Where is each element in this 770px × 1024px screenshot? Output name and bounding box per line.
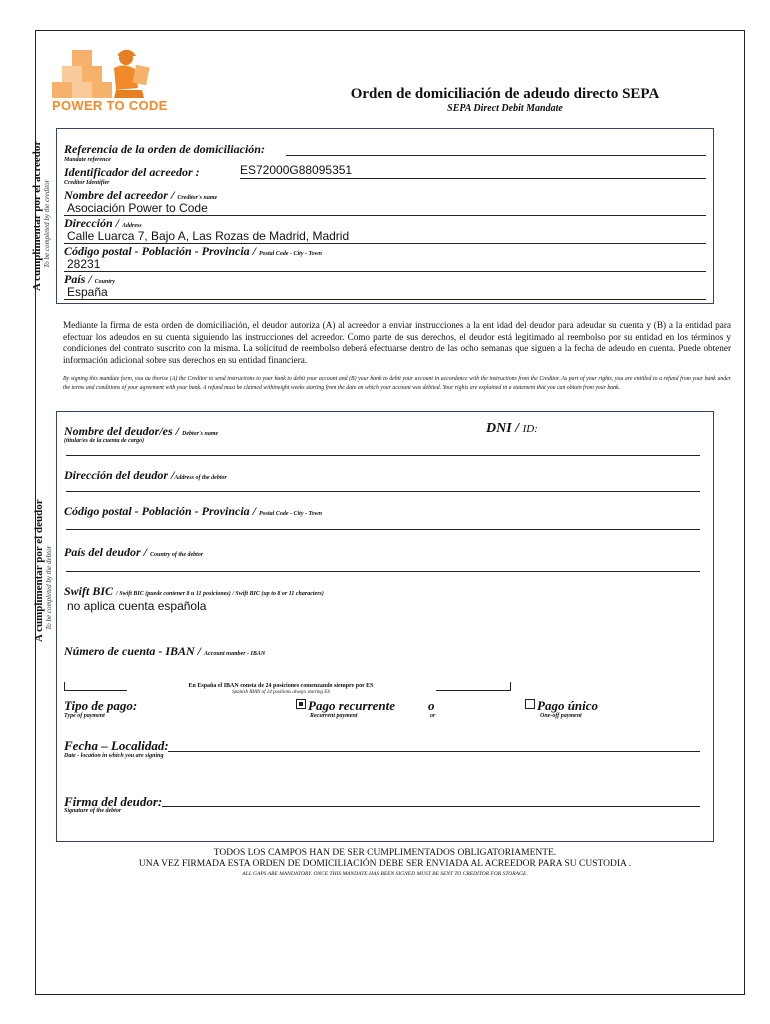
date-sub: Date - location in which you are signing — [64, 753, 164, 759]
mandate-ref-field[interactable] — [286, 155, 706, 156]
creditor-postal-line — [64, 271, 706, 272]
iban-note: En España el IBAN consta de 24 posiciones comenzando siempre por ES — [188, 683, 374, 689]
creditor-postal-value[interactable]: 28231 — [67, 257, 101, 271]
debtor-side-label: A cumplimentar por el deudor — [33, 499, 45, 642]
signature-field[interactable] — [162, 806, 700, 807]
debtor-address-label: Dirección del deudor /Address of the debtor — [64, 468, 227, 482]
debtor-side-label-en: To be completed by the debtor — [45, 545, 53, 630]
creditor-country-value[interactable]: España — [67, 285, 108, 299]
oneoff-label: Pago único — [537, 698, 599, 713]
recurrent-sub: Recurrent payment — [310, 713, 358, 719]
creditor-id-label: Identificador del acreedor : — [64, 165, 200, 179]
creditor-postal-label: Código postal - Población - Provincia / Postal Code - City - Town — [64, 244, 322, 258]
creditor-side-label: A cumplimentar por el acreedor — [31, 140, 43, 291]
signature-label: Firma del deudor: — [64, 794, 163, 809]
creditor-address-label: Dirección / Address — [64, 216, 142, 230]
creditor-id-value[interactable]: ES72000G88095351 — [240, 163, 353, 177]
creditor-side-label-en: To be completed by the creditor — [43, 179, 51, 268]
form-subtitle: SEPA Direct Debit Mandate — [447, 103, 563, 114]
iban-note-en: Spanish IBAN of 24 positions always starting ES — [232, 690, 330, 695]
footer-line-1: TODOS LOS CAMPOS HAN DE SER CUMPLIMENTADOS OBLIGATORIAMENTE. — [213, 848, 557, 858]
creditor-name-value[interactable]: Asociación Power to Code — [67, 201, 208, 215]
payment-type-sub: Type of payment — [64, 713, 105, 719]
footer-line-3: ALL GAPS ARE MANDATORY. ONCE THIS MANDATE HAS BEEN SIGNED MUST BE SENT TO CREDITOR FOR STORAGE. — [242, 871, 528, 877]
legal-text-es: Mediante la firma de esta orden de domiciliación, el deudor autoriza (A) al acreedor a enviar instrucciones a la ent idad del deudor para adeudar su cuenta y (B) a la entidad para efectuar los adeudos en su cuenta siguiendo las instrucciones del acreedor. Como parte de sus derechos, el deudor está legitimado al reembolso por su entidad en los términos y condiciones del contrato suscrito con la misma. La solicitud de reembolso deberá efectuarse dentro de las ocho semanas que siguen a la fecha de adeudo en cuenta. Puede obtener información adicional sobre sus derechos en su entidad financiera. — [63, 320, 731, 365]
creditor-name-label: Nombre del acreedor / Creditor's name — [64, 188, 218, 202]
signature-sub: Signature of the debtor — [64, 808, 122, 814]
iban-field-start[interactable] — [64, 682, 127, 691]
creditor-address-value[interactable]: Calle Luarca 7, Bajo A, Las Rozas de Madrid, Madrid — [67, 229, 350, 243]
debtor-country-field[interactable] — [66, 571, 700, 572]
date-field[interactable] — [168, 751, 700, 752]
date-label: Fecha – Localidad: — [64, 738, 169, 753]
swift-label: Swift BIC / Swift BIC (puede contener 8 u 11 posiciones) / Swift BIC (up to 8 or 11 characters) — [64, 584, 324, 598]
creditor-name-line — [64, 215, 706, 216]
payment-type-label: Tipo de pago: — [64, 698, 138, 713]
oneoff-sub: One-off payment — [540, 713, 582, 719]
dni-label: DNI / ID: — [486, 421, 538, 436]
recurrent-checkbox[interactable] — [296, 699, 306, 709]
swift-value[interactable]: no aplica cuenta española — [67, 599, 207, 613]
oneoff-checkbox[interactable] — [525, 699, 535, 709]
creditor-country-label: País / Country — [64, 272, 116, 286]
debtor-name-sub: (titular/es de la cuenta de cargo) — [64, 438, 145, 444]
iban-field-end[interactable] — [436, 682, 511, 691]
creditor-id-sub: Creditor Identifier — [64, 180, 110, 186]
creditor-id-line — [240, 178, 706, 179]
debtor-name-field[interactable] — [66, 455, 700, 456]
mandate-ref-label: Referencia de la orden de domiciliación: — [64, 142, 265, 156]
logo-text: POWER TO CODE — [52, 98, 168, 113]
creditor-country-line — [64, 299, 706, 300]
iban-label: Número de cuenta - IBAN / Account number - IBAN — [64, 644, 266, 658]
debtor-postal-label: Código postal - Población - Provincia / Postal Code - City - Town — [64, 504, 322, 518]
mandate-ref-sub: Mandate reference — [64, 157, 111, 163]
legal-text-en: By signing this mandate form, you au thorise (A) the Creditor to send instructions to your bank to debit your account and (B) your bank to debit your account in accordance with the instructions from the Creditor. As part of your rights, you are entitled to a refund from your bank under the terms and conditions of your agreement with your bank. A refund must be claimed withineight weeks starting from the date on which your account was debited. Your rights are explained in a statement that you can obtain from your bank. — [63, 376, 731, 391]
footer-line-2: UNA VEZ FIRMADA ESTA ORDEN DE DOMICILIACIÓN DEBE SER ENVIADA AL ACREEDOR PARA SU CUSTODIA . — [138, 859, 632, 869]
recurrent-label: Pago recurrente — [308, 698, 396, 713]
form-title: Orden de domiciliación de adeudo directo SEPA — [350, 86, 660, 102]
debtor-address-field[interactable] — [66, 491, 700, 492]
debtor-country-label: País del deudor / Country of the debtor — [64, 545, 204, 559]
or-sub: or — [430, 713, 436, 719]
debtor-postal-field[interactable] — [66, 529, 700, 530]
or-label: o — [428, 698, 435, 713]
debtor-name-label: Nombre del deudor/es / Debtor's name — [64, 424, 219, 438]
